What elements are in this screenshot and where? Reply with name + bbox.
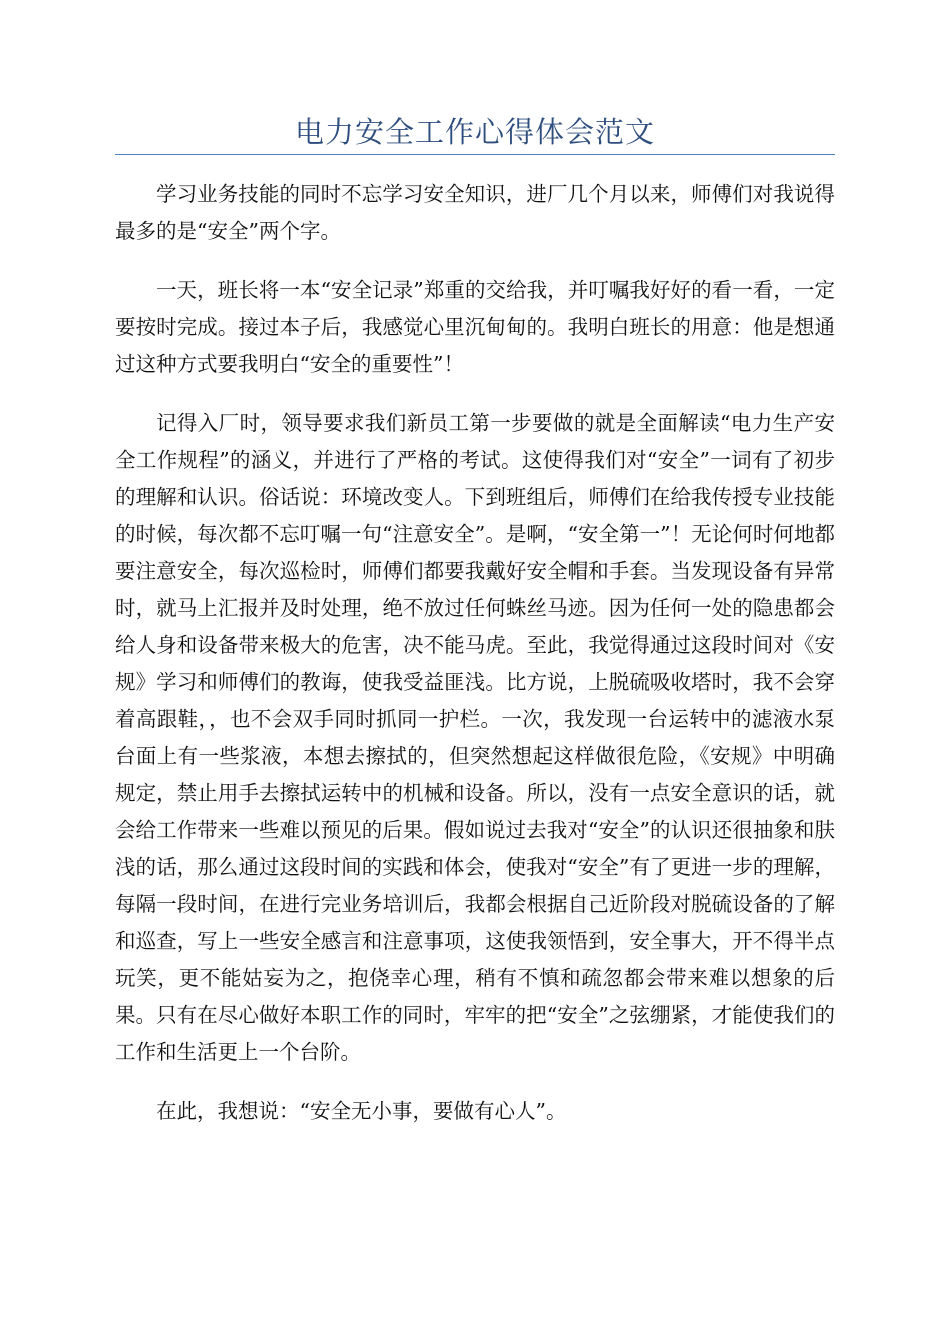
title-underline [115, 154, 835, 155]
paragraph: 记得入厂时，领导要求我们新员工第一步要做的就是全面解读“电力生产安全工作规程”的涵义，并进行了严格的考试。这使得我们对“安全”一词有了初步的理解和认识。俗话说：环境改变人。下到班组后，师傅们在给我传授专业技能的时候，每次都不忘叮嘱一句“注意安全”。是啊，“安全第一”！无论何时何地都要注意安全，每次巡检时，师傅们都要我戴好安全帽和手套。当发现设备有异常时，就马上汇报并及时处理，绝不放过任何蛛丝马迹。因为任何一处的隐患都会给人身和设备带来极大的危害，决不能马虎。至此，我觉得通过这段时间对《安规》学习和师傅们的教诲，使我受益匪浅。比方说，上脱硫吸收塔时，我不会穿着高跟鞋，，也不会双手同时抓同一护栏。一次，我发现一台运转中的滤液水泵台面上有一些浆液，本想去擦拭的，但突然想起这样做很危险，《安规》中明确规定，禁止用手去擦拭运转中的机械和设备。所以，没有一点安全意识的话，就会给工作带来一些难以预见的后果。假如说过去我对“安全”的认识还很抽象和肤浅的话，那么通过这段时间的实践和体会，使我对“安全”有了更进一步的理解，每隔一段时间，在进行完业务培训后，我都会根据自己近阶段对脱硫设备的了解和巡查，写上一些安全感言和注意事项，这使我领悟到，安全事大，开不得半点玩笑，更不能姑妄为之，抱侥幸心理，稍有不慎和疏忽都会带来难以想象的后果。只有在尽心做好本职工作的同时，牢牢的把“安全”之弦绷紧，才能使我们的工作和生活更上一个台阶。 [115, 411, 835, 1064]
document-body [115, 176, 835, 1152]
paragraph: 一天，班长将一本“安全记录”郑重的交给我，并叮嘱我好好的看一看，一定要按时完成。接过本子后，我感觉心里沉甸甸的。我明白班长的用意：他是想通过这种方式要我明白“安全的重要性”！ [115, 278, 835, 376]
paragraph: 在此，我想说：“安全无小事，要做有心人”。 [156, 1099, 567, 1123]
paragraph: 学习业务技能的同时不忘学习安全知识，进厂几个月以来，师傅们对我说得最多的是“安全”两个字。 [115, 182, 835, 243]
document-title: 电力安全工作心得体会范文 [294, 115, 655, 149]
